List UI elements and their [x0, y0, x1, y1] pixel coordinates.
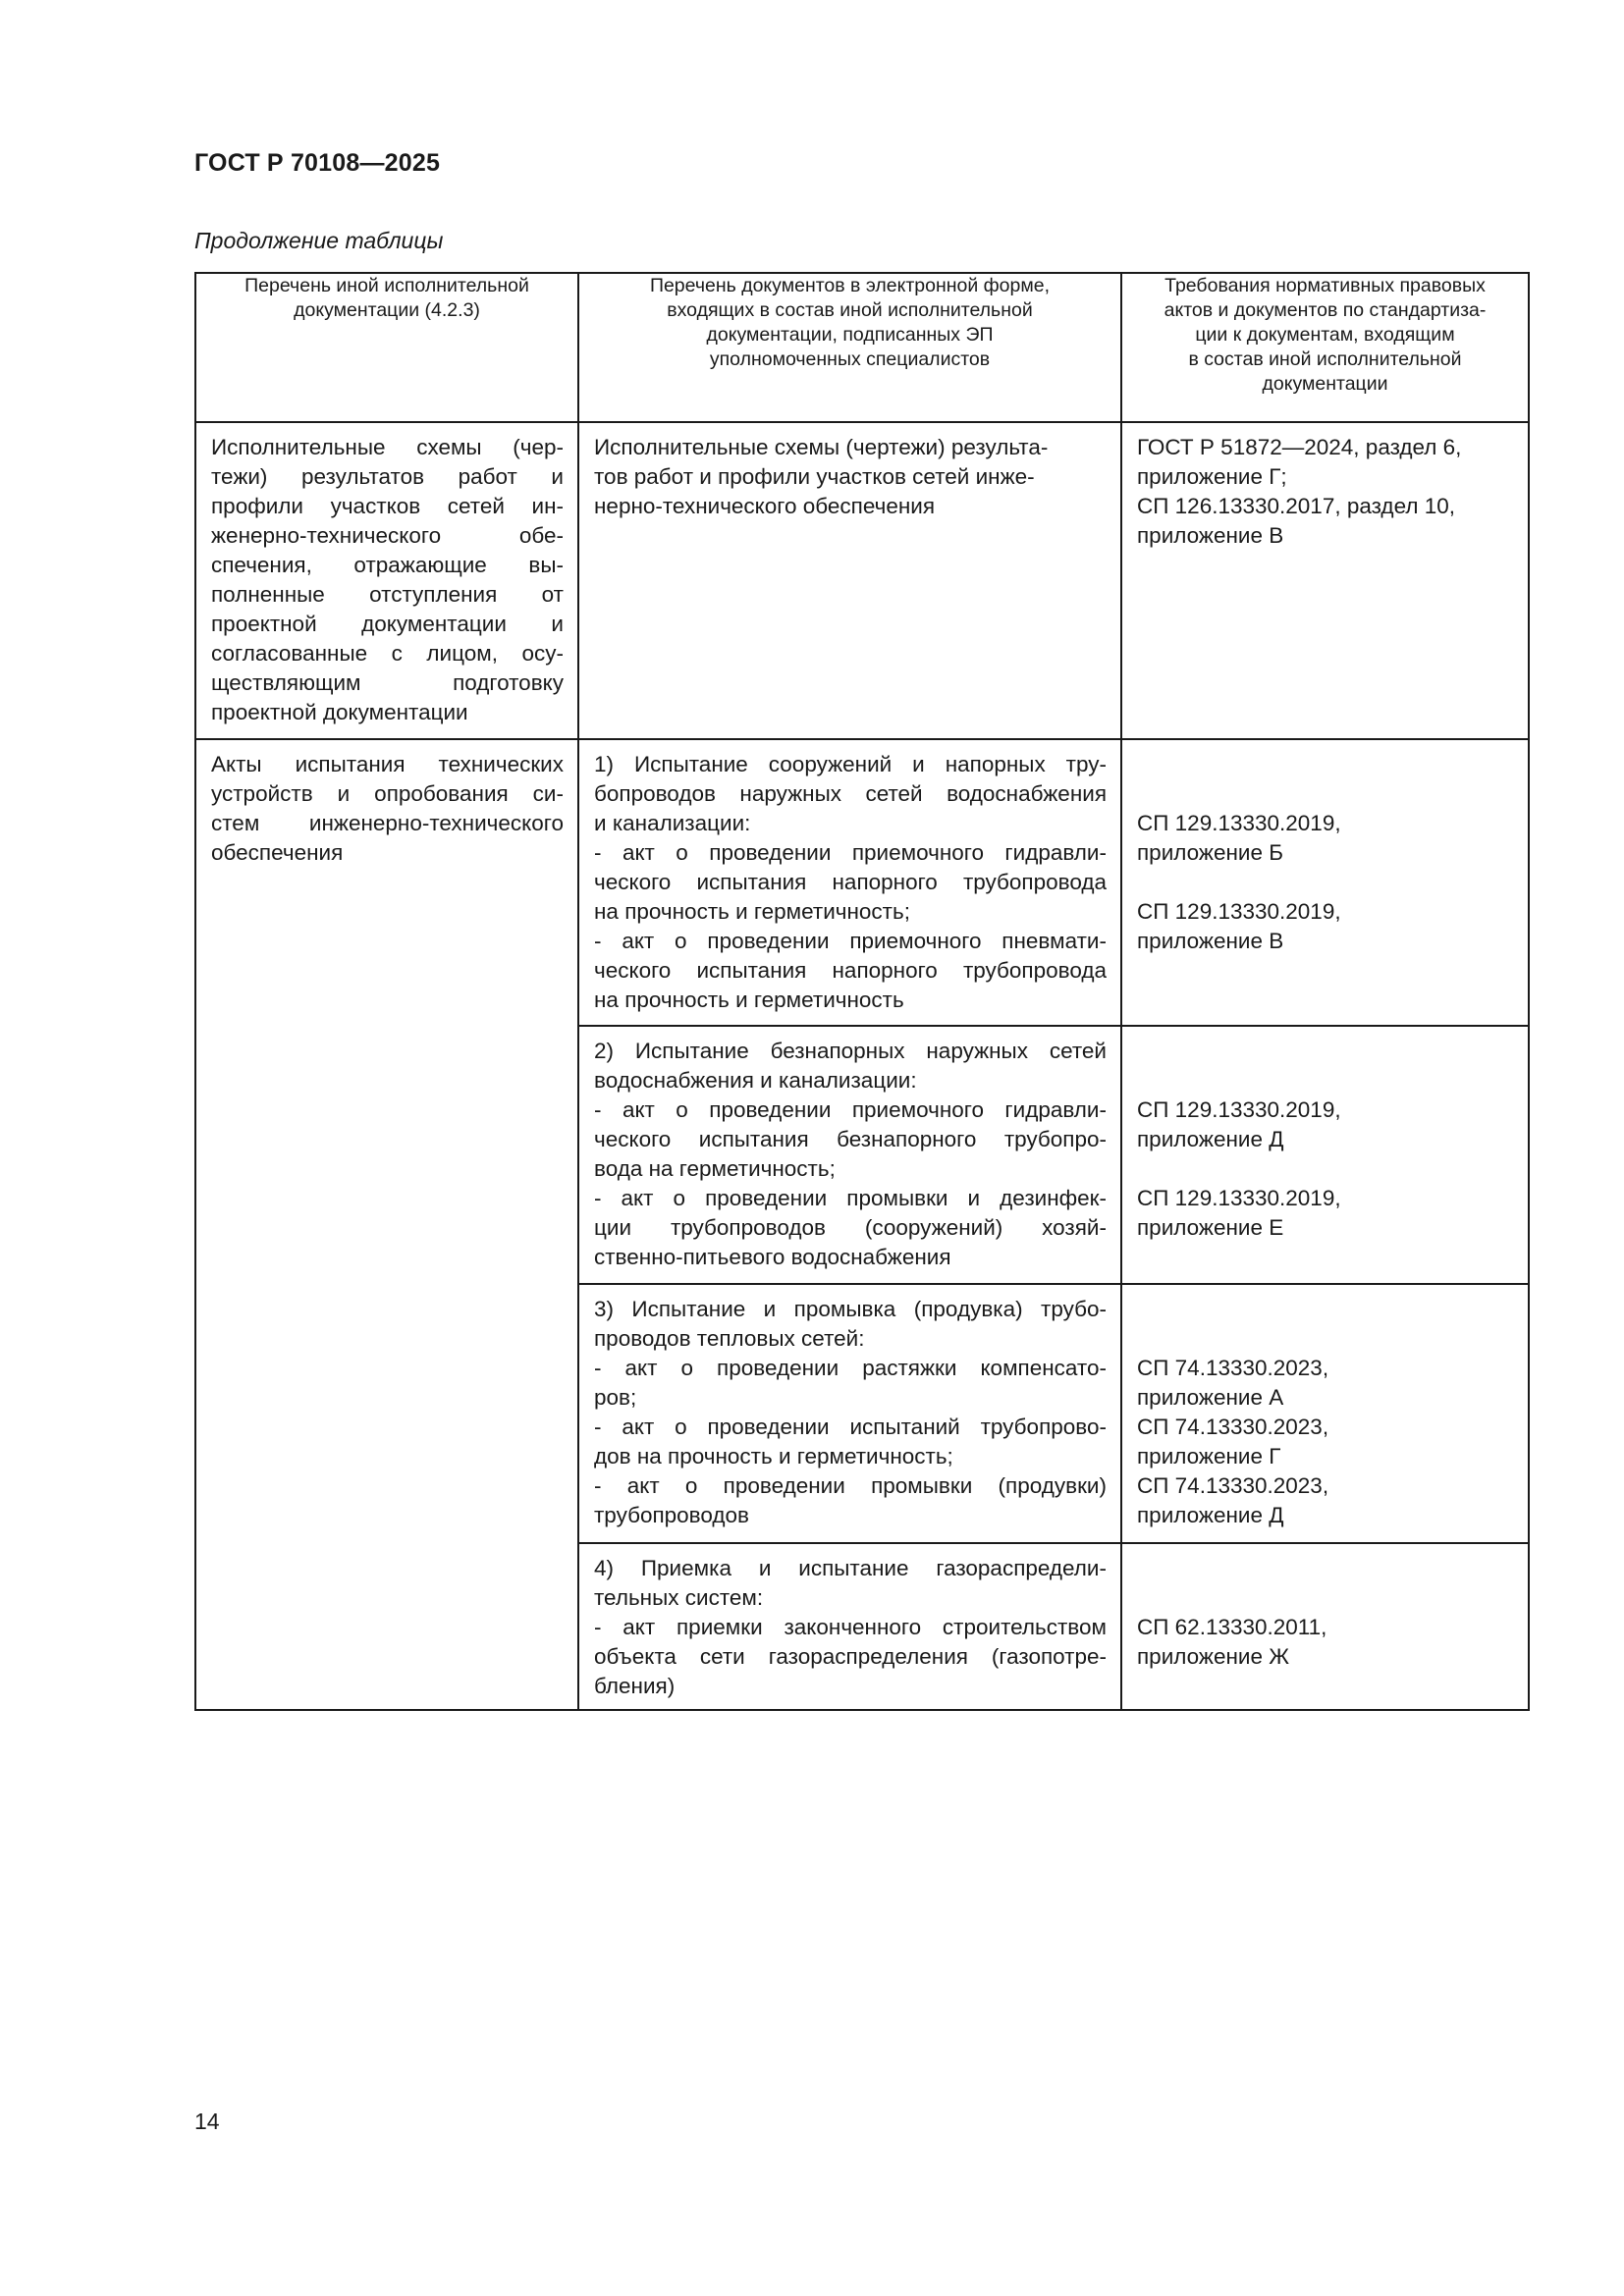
- requirements-cell: [1121, 1284, 1529, 1543]
- text-line: бления): [594, 1674, 676, 1698]
- text-line: приложение Г: [1137, 1444, 1281, 1468]
- text-line: на прочность и герметичность;: [594, 899, 910, 924]
- doc-type-cell: [195, 739, 578, 1710]
- column-header-2: [578, 273, 1121, 422]
- cell-text: [579, 740, 1120, 1019]
- page-number: 14: [194, 2109, 220, 2134]
- text-line: Исполнительные схемы (чер-: [211, 435, 564, 459]
- text-line: - акт о проведении растяжки компенсато-: [594, 1356, 1107, 1380]
- text-line: водоснабжения и канализации:: [594, 1068, 917, 1093]
- header-line: Требования нормативных правовых: [1164, 275, 1486, 296]
- text-line: приложение Е: [1137, 1215, 1284, 1240]
- text-line: бопроводов наружных сетей водоснабжения: [594, 781, 1107, 806]
- text-line: проектной документации: [211, 700, 468, 724]
- requirements-cell: [1121, 1026, 1529, 1284]
- text-line: 3) Испытание и промывка (продувка) трубо-: [594, 1297, 1107, 1321]
- text-line: ции трубопроводов (сооружений) хозяй-: [594, 1215, 1107, 1240]
- text-line: объекта сети газораспределения (газопотре-: [594, 1644, 1107, 1669]
- text-line: профили участков сетей ин-: [211, 494, 564, 518]
- doc-type-cell: [195, 422, 578, 739]
- cell-text: [579, 423, 1120, 525]
- text-line: тельных систем:: [594, 1585, 764, 1610]
- text-line: стем инженерно-технического: [211, 811, 564, 835]
- header-line: уполномоченных специалистов: [709, 348, 991, 370]
- text-line: СП 129.13330.2019,: [1137, 1186, 1341, 1210]
- electronic-docs-cell: [578, 1543, 1121, 1710]
- text-line: согласованные с лицом, осу-: [211, 641, 564, 666]
- requirements-cell: [1121, 422, 1529, 739]
- text-line: приложение Д: [1137, 1503, 1284, 1527]
- text-line: проектной документации и: [211, 612, 564, 636]
- text-line: ров;: [594, 1385, 637, 1410]
- text-line: проводов тепловых сетей:: [594, 1326, 865, 1351]
- text-line: тов работ и профили участков сетей инже-: [594, 464, 1035, 489]
- text-line: приложение В: [1137, 929, 1284, 953]
- text-line: 2) Испытание безнапорных наружных сетей: [594, 1039, 1107, 1063]
- text-line: ГОСТ Р 51872—2024, раздел 6,: [1137, 435, 1462, 459]
- requirements-cell: [1121, 1543, 1529, 1710]
- text-line: Исполнительные схемы (чертежи) результа-: [594, 435, 1049, 459]
- header-line: документации, подписанных ЭП: [706, 324, 994, 346]
- column-header-1: [195, 273, 578, 422]
- text-line: трубопроводов: [594, 1503, 749, 1527]
- documentation-table: [194, 272, 1530, 1711]
- text-line: нерно-технического обеспечения: [594, 494, 936, 518]
- table-row: [195, 422, 1529, 739]
- header-line: ции к документам, входящим: [1195, 324, 1455, 346]
- text-line: приложение Ж: [1137, 1644, 1290, 1669]
- text-line: 1) Испытание сооружений и напорных тру-: [594, 752, 1107, 776]
- text-line: - акт о проведении приемочного пневмати-: [594, 929, 1107, 953]
- column-header-3: [1121, 273, 1529, 422]
- text-line: полненные отступления от: [211, 582, 564, 607]
- text-line: дов на прочность и герметичность;: [594, 1444, 953, 1468]
- text-line: СП 62.13330.2011,: [1137, 1615, 1327, 1639]
- text-line: Акты испытания технических: [211, 752, 564, 776]
- electronic-docs-cell: [578, 1284, 1121, 1543]
- electronic-docs-cell: [578, 739, 1121, 1026]
- text-line: СП 129.13330.2019,: [1137, 899, 1341, 924]
- cell-text: [1122, 740, 1528, 960]
- text-line: женерно-технического обе-: [211, 523, 564, 548]
- text-line: СП 74.13330.2023,: [1137, 1415, 1329, 1439]
- text-line: ческого испытания безнапорного трубопро-: [594, 1127, 1107, 1151]
- cell-text: [1122, 423, 1528, 555]
- text-line: устройств и опробования си-: [211, 781, 564, 806]
- table-header-row: [195, 273, 1529, 422]
- text-line: и канализации:: [594, 811, 751, 835]
- text-line: СП 74.13330.2023,: [1137, 1356, 1329, 1380]
- text-line: тежи) результатов работ и: [211, 464, 564, 489]
- text-line: ществляющим подготовку: [211, 670, 564, 695]
- text-line: СП 129.13330.2019,: [1137, 811, 1341, 835]
- text-line: - акт о проведении промывки и дезинфек-: [594, 1186, 1107, 1210]
- text-line: обеспечения: [211, 840, 344, 865]
- text-line: 4) Приемка и испытание газораспредели-: [594, 1556, 1107, 1580]
- text-line: ственно-питьевого водоснабжения: [594, 1245, 951, 1269]
- electronic-docs-cell: [578, 422, 1121, 739]
- header-line: входящих в состав иной исполнительной: [667, 299, 1033, 321]
- requirements-cell: [1121, 739, 1529, 1026]
- text-line: вода на герметичность;: [594, 1156, 836, 1181]
- header-line: актов и документов по стандартиза-: [1164, 299, 1487, 321]
- text-line: СП 74.13330.2023,: [1137, 1473, 1329, 1498]
- cell-text: [1122, 1285, 1528, 1534]
- text-line: - акт о проведении приемочного гидравли-: [594, 840, 1107, 865]
- header-line: Перечень документов в электронной форме,: [649, 275, 1051, 296]
- text-line: ческого испытания напорного трубопровода: [594, 958, 1107, 983]
- text-line: - акт приемки законченного строительством: [594, 1615, 1107, 1639]
- text-line: приложение В: [1137, 523, 1284, 548]
- text-line: СП 129.13330.2019,: [1137, 1097, 1341, 1122]
- header-line: документации (4.2.3): [294, 299, 480, 321]
- cell-text: [1122, 1027, 1528, 1247]
- column-header-3-text: [1122, 274, 1528, 397]
- text-line: приложение Б: [1137, 840, 1283, 865]
- text-line: приложение Д: [1137, 1127, 1284, 1151]
- header-line: Перечень иной исполнительной: [244, 275, 529, 296]
- header-line: в состав иной исполнительной: [1188, 348, 1462, 370]
- table-continuation-caption: Продолжение таблицы: [194, 228, 444, 253]
- electronic-docs-cell: [578, 1026, 1121, 1284]
- table-row: [195, 739, 1529, 1026]
- column-header-1-text: [196, 274, 577, 323]
- column-header-2-text: [579, 274, 1120, 372]
- text-line: - акт о проведении промывки (продувки): [594, 1473, 1107, 1498]
- cell-text: [579, 1544, 1120, 1705]
- text-line: СП 126.13330.2017, раздел 10,: [1137, 494, 1455, 518]
- text-line: спечения, отражающие вы-: [211, 553, 564, 577]
- text-line: приложение Г;: [1137, 464, 1287, 489]
- cell-text: [1122, 1544, 1528, 1676]
- cell-text: [579, 1285, 1120, 1534]
- text-line: - акт о проведении испытаний трубопрово-: [594, 1415, 1107, 1439]
- cell-text: [196, 423, 577, 731]
- cell-text: [196, 740, 577, 872]
- cell-text: [579, 1027, 1120, 1276]
- text-line: на прочность и герметичность: [594, 988, 904, 1012]
- text-line: - акт о проведении приемочного гидравли-: [594, 1097, 1107, 1122]
- text-line: приложение А: [1137, 1385, 1284, 1410]
- header-line: документации: [1262, 373, 1388, 395]
- standard-code: ГОСТ Р 70108—2025: [194, 149, 441, 177]
- text-line: ческого испытания напорного трубопровода: [594, 870, 1107, 894]
